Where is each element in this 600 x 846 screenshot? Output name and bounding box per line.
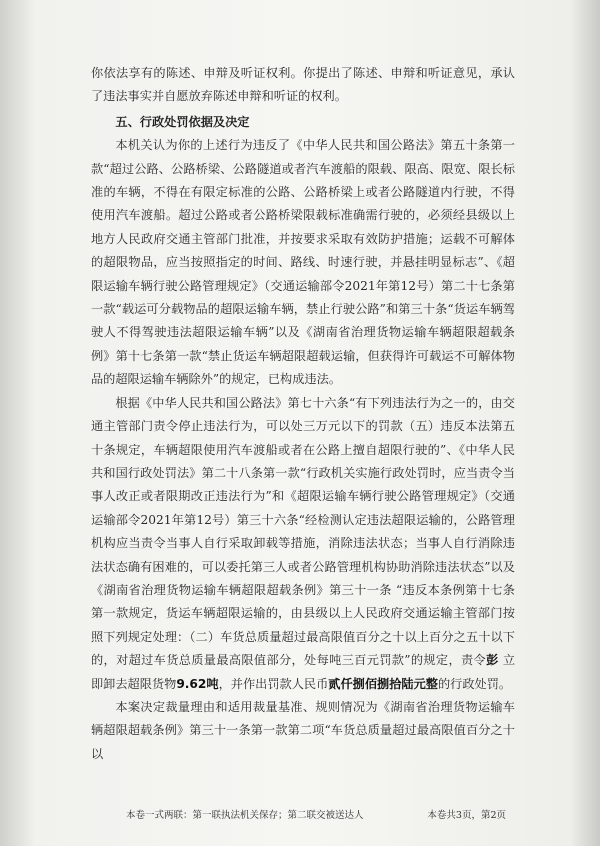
paragraph-penalty-decision	[91, 392, 515, 696]
penalty-ending-text: 的行政处罚。	[437, 676, 512, 691]
fine-amount: 贰仟捌佰捌拾陆元整	[328, 676, 438, 691]
paragraph-hearing-rights: 你依法享有的陈述、申辩及听证权利。你提出了陈述、申辩和听证意见，承认了违法事实并自愿放弃陈述申辩和听证的权利。	[91, 66, 515, 104]
fine-text: ，并作出罚款人民币	[218, 676, 329, 691]
paragraph-discretion-basis: 本案决定裁量理由和适用裁量基准、规则情况为《湖南省治理货物运输车辆超限超载条例》第三十一条第一款第二项“车货总质量超过最高限值百分之十以	[91, 699, 515, 761]
footer-page-number: 本卷共3页，第2页	[427, 810, 506, 821]
page-footer	[126, 807, 506, 821]
penalty-basis-text: 根据《中华人民共和国公路法》第七十六条“有下列违法行为之一的，由交通主管部门责令停止违法行为，可以处三万元以下的罚款（五）违反本法第五十条规定，车辆超限使用汽车渡船或者在公路上擅自超限行驶的”、《中华人民共和国行政处罚法》第二十八条第一款“行政机关实施行政处罚时，应当责令当事人改正或者限期改正违法行为”和《超限运输车辆行驶公路管理规定》（交通运输部令2021年第12号）第三十六条“经检测认定违法超限运输的，公路管理机构应当责令当事人自行采取卸载等措施，消除违法状态；当事人自行消除违法状态确有困难的，可以委托第三人或者公路管理机构协助消除违法状态”以及《湖南省治理货物运输车辆超限超载条例》第三十一条 “违反本条例第十七条第一款规定，货运车辆超限运输的，由县级以上人民政府交通运输主管部门按照下列规定处理：（二）车货总质量超过最高限值百分之十以上百分之五十以下的，对超过车货总质量最高限值部分，处每吨三百元罚款”的规定，责令	[91, 395, 515, 668]
overload-weight: 9.62吨	[176, 676, 219, 691]
unload-order-text: 立即卸去超限货物	[91, 653, 516, 691]
paragraph-violation-finding: 本机关认为你的上述行为违反了《中华人民共和国公路法》第五十条第一款“超过公路、公路桥梁、公路隧道或者汽车渡船的限载、限高、限宽、限长标准的车辆，不得在有限定标准的公路、公路桥梁上或者公路隧道内行驶，不得使用汽车渡船。超过公路或者公路桥梁限载标准确需行驶的，必须经县级以上地方人民政府交通主管部门批准，并按要求采取有效防护措施；运载不可解体的超限物品，应当按照指定的时间、路线、时速行驶，并悬挂明显标志”、《超限运输车辆行驶公路管理规定》（交通运输部令2021年第12号）第二十七条第一款“载运可分载物品的超限运输车辆，禁止行驶公路”和第三十条“货运车辆驾驶人不得驾驶违法超限运输车辆”以及《湖南省治理货物运输车辆超限超载条例》第十七条第一款“禁止货运车辆超限超载运输，但获得许可载运不可解体物品的超限运输车辆除外”的规定，已构成违法。	[91, 138, 515, 387]
section-title-penalty-basis: 五、行政处罚依据及决定	[115, 114, 250, 129]
party-name: 彭	[486, 653, 499, 668]
document-body	[91, 62, 515, 766]
footer-copies-note: 本卷一式两联：第一联执法机关保存；第二联交被送达人	[126, 810, 364, 821]
